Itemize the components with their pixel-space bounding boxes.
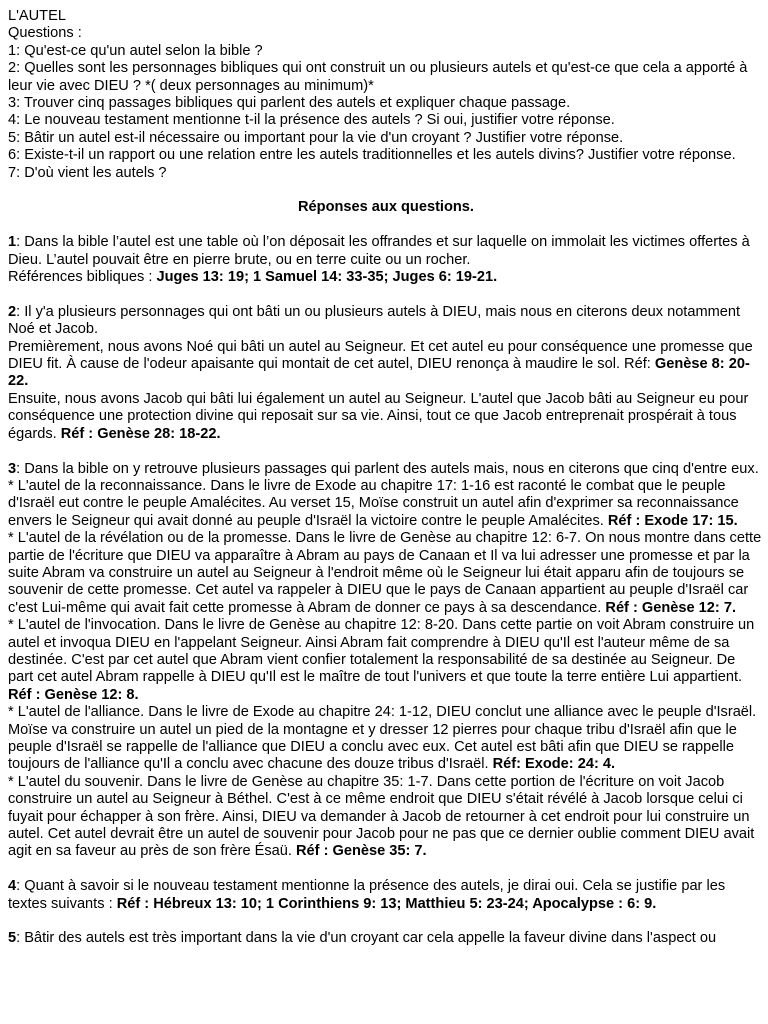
answer-1 bbox=[8, 234, 764, 269]
question-6: 6: Existe-t-il un rapport ou une relation entre les autels traditionnelles et les autels divins? Justifier votre réponse. bbox=[8, 147, 736, 164]
answer-4 bbox=[8, 878, 764, 913]
answer-2-noe bbox=[8, 339, 764, 391]
answer-2-noe-text: Premièrement, nous avons Noé qui bâti un autel au Seigneur. Et cet autel eu pour conséquence une promesse que DIEU fit. À cause de l'odeur apaisante qui montait de cet autel, DIEU renonça à maudire le sol. Réf: bbox=[8, 338, 753, 373]
question-7: 7: D'où vient les autels ? bbox=[8, 164, 167, 181]
answer-3-item-1-ref: Réf : Exode 17: 15. bbox=[607, 512, 738, 529]
answer-3-item-4-text: * L'autel de l'alliance. Dans le livre de Exode au chapitre 24: 1-12, DIEU conclut une alliance avec le peuple d'Israël. Moïse va construire un autel un pied de la montagne et y dresser 12 pierres pour chaque tribu d'Israël afin que le peuple d'Israël se rappelle de l'alliance que DIEU a conclu avec eux. Cet autel est bâti afin que DIEU se rappelle toujours de l'alliance qu'Il a conclu avec chacune des douze tribus d'Israël. bbox=[8, 704, 757, 773]
answer-3-item-4-ref: Réf: Exode: 24: 4. bbox=[492, 756, 616, 773]
answer-1-text: : Dans la bible l’autel est une table où l’on déposait les offrandes et sur laquelle on immolait les victimes offertes à Dieu. L’autel pouvait être en pierre brute, ou en terre cuite ou un rocher. bbox=[8, 234, 750, 268]
answer-5-number: 5 bbox=[8, 930, 17, 947]
answer-3-item-invocation bbox=[8, 617, 764, 704]
answer-3-item-revelation bbox=[8, 530, 764, 617]
document-title: L'AUTEL bbox=[8, 8, 66, 24]
question-1: 1: Qu'est-ce qu'un autel selon la bible ? bbox=[8, 42, 263, 59]
answer-3-item-5-text: * L'autel du souvenir. Dans le livre de Genèse au chapitre 35: 1-7. Dans cette portion de l'écriture on voit Jacob construire un autel au Seigneur à Béthel. C'est à ce même endroit que DIEU s'était révélé à Jacob lorsque celui ci fuyait pour échapper à son frère. Ainsi, DIEU va demander à Jacob de retourner à cet endroit pour lui construire un autel. Cet autel devrait être un autel de souvenir pour Jacob pour ne pas que ce dernier oublie comment DIEU avait agit en sa faveur au près de son frère Ésaü. bbox=[8, 773, 755, 860]
question-5: 5: Bâtir un autel est-il nécessaire ou important pour la vie d'un croyant ? Justifier votre réponse. bbox=[8, 129, 624, 146]
question-3: 3: Trouver cinq passages bibliques qui parlent des autels et expliquer chaque passage. bbox=[8, 95, 571, 112]
answer-1-number: 1 bbox=[8, 234, 17, 251]
answer-5-text: : Bâtir des autels est très important dans la vie d'un croyant car cela appelle la faveur divine dans l'aspect ou bbox=[16, 930, 717, 947]
answer-3-number: 3 bbox=[8, 460, 17, 477]
answer-2-intro-text: : Il y'a plusieurs personnages qui ont bâti un ou plusieurs autels à DIEU, mais nous en citerons deux notamment Noé et Jacob. bbox=[8, 303, 741, 338]
answer-4-number: 4 bbox=[8, 878, 17, 895]
answer-4-ref: Réf : Hébreux 13: 10; 1 Corinthiens 9: 13; Matthieu 5: 23-24; Apocalypse : 6: 9. bbox=[116, 895, 657, 912]
answer-2-jacob-ref: Réf : Genèse 28: 18-22. bbox=[60, 425, 221, 442]
answer-3-item-3-ref: Réf : Genèse 12: 8. bbox=[8, 686, 139, 703]
answer-2-number: 2 bbox=[8, 303, 17, 320]
answer-3-item-2-ref: Réf : Genèse 12: 7. bbox=[605, 599, 736, 616]
answer-5 bbox=[8, 930, 764, 947]
question-2: 2: Quelles sont les personnages bibliques qui ont construit un ou plusieurs autels et qu'est-ce que cela a apporté à leur vie avec DIEU ? *( deux personnages au minimum)* bbox=[8, 60, 748, 94]
answer-3-item-2-text: * L'autel de la révélation ou de la promesse. Dans le livre de Genèse au chapitre 12: 6-7. On nous montre dans cette partie de l'écriture que DIEU va apparaître à Abram au pays de Canaan et Il va lui adresser une promesse et par la suite Abram va construire un autel au Seigneur à l'endroit même où le Seigneur lui était apparu afin de toujours se souvenir de cette promesse. Cet autel va rappeler à DIEU que le pays de Canaan appartient au peuple d'Israël car c'est Lui-même qui avait fait cette promesse à Abram de donner ce pays à sa descendance. bbox=[8, 530, 762, 616]
question-4: 4: Le nouveau testament mentionne t-il la présence des autels ? Si oui, justifier votre réponse. bbox=[8, 112, 615, 129]
answer-3-intro bbox=[8, 461, 764, 478]
answer-3-item-5-ref: Réf : Genèse 35: 7. bbox=[296, 843, 427, 860]
answer-2-jacob bbox=[8, 391, 764, 443]
answer-1-refs-label: Références bibliques : bbox=[8, 269, 157, 286]
answer-3-item-1-text: * L'autel de la reconnaissance. Dans le livre de Exode au chapitre 17: 1-16 est raconté le combat que le peuple d'Israël eut contre le peuple Amalécites. Au verset 15, Moïse construit un autel afin d'exprimer sa reconnaissance envers le Seigneur qui avait donné au peuple d'Israël la victoire contre le peuple Amalécites. bbox=[8, 477, 739, 529]
answers-heading: Réponses aux questions. bbox=[298, 199, 474, 216]
answer-4-text: : Quant à savoir si le nouveau testament mentionne la présence des autels, je dirai oui. Cela se justifie par les textes suivants : bbox=[8, 878, 726, 912]
answer-3-item-alliance bbox=[8, 704, 764, 774]
answer-3-item-3-text: * L'autel de l'invocation. Dans le livre de Genèse au chapitre 12: 8-20. Dans cette partie on voit Abram construire un autel et invoqua DIEU en l'appelant Seigneur. Ainsi Abram fait comprendre à DIEU qu'Il est l'auteur même de sa destinée. C'est par cet autel que Abram vient confier totalement la responsabilité de sa destinée au Seigneur. De part cet autel Abram rappelle à DIEU qu'Il est le maître de tout l'univers et que toute la terre entière Lui appartient. bbox=[8, 617, 755, 686]
answer-3-item-reconnaissance bbox=[8, 478, 764, 530]
answer-3-intro-text: : Dans la bible on y retrouve plusieurs passages qui parlent des autels mais, nous en citerons que cinq d'entre eux. bbox=[16, 460, 759, 477]
questions-label: Questions : bbox=[8, 25, 82, 42]
answer-1-refs: Juges 13: 19; 1 Samuel 14: 33-35; Juges 6: 19-21. bbox=[156, 269, 498, 286]
answer-2-noe-ref: Genèse 8: 20-22. bbox=[8, 356, 750, 390]
answer-3-item-souvenir bbox=[8, 774, 764, 861]
answer-2-intro bbox=[8, 304, 764, 339]
answer-1-references bbox=[8, 269, 764, 286]
answer-2-jacob-text: Ensuite, nous avons Jacob qui bâti lui également un autel au Seigneur. L'autel que Jacob bâti au Seigneur eu pour conséquence une protection divine qui reposait sur sa vie. Ainsi, tout ce que Jacob entreprenait prospérait à tous égards. bbox=[8, 390, 749, 442]
